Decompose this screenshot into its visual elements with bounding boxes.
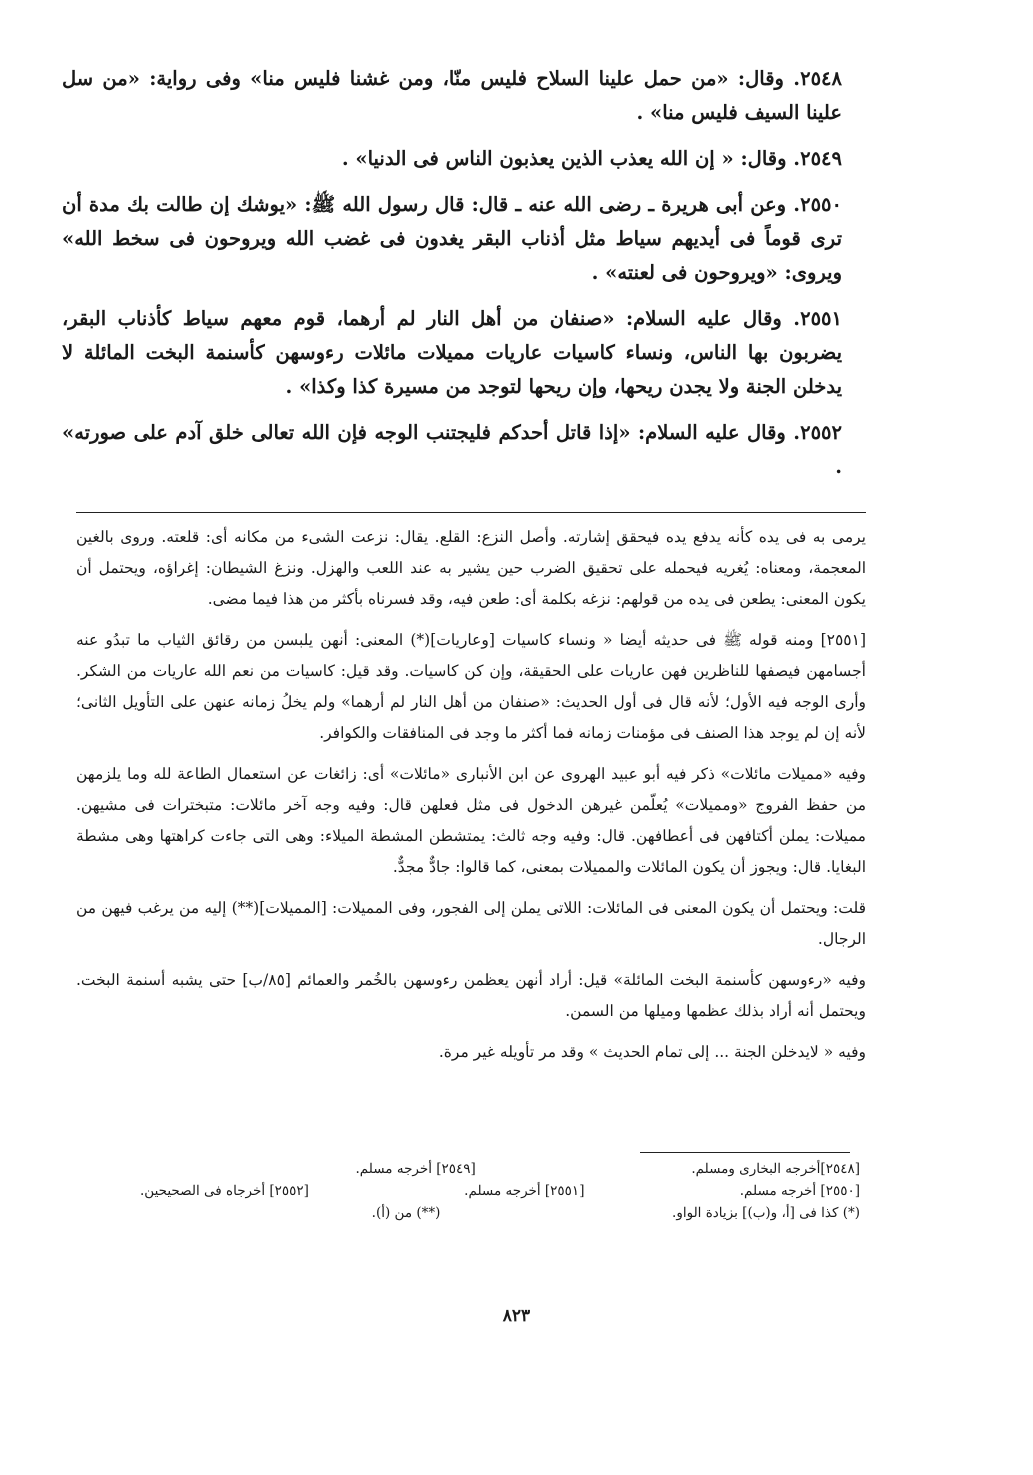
footnotes <box>140 1158 860 1224</box>
commentary-paragraph: [٢٥٥١] ومنه قوله ﷺ فى حديثه أيضا « ونساء كاسيات [وعاريات](*) المعنى: أنهن يلبسن من رقائق الثياب ما تبدُو عنه أجسامهن فيصفها للناظرين فهن عاريات على الحقيقة، وإن كن كاسيات. وقد قيل: كاسيات من نعم الله عاريات من الشكر. وأرى الوجه فيه الأول؛ لأنه قال فى أول الحديث: «صنفان من أهل النار لم أرهما» ولم يخلُ زمانه عنهن على التأويل الثانى؛ لأنه إن لم يوجد هذا الصنف فى مؤمنات زمانه فما أكثر ما وجد فى المنافقات والكوافر. <box>76 631 866 742</box>
hadith-2551: ٢٥٥١. وقال عليه السلام: «صنفان من أهل النار لم أرهما، قوم معهم سياط كأذناب البقر، يضربون بها الناس، ونساء كاسيات عاريات مميلات مائلات رءوسهن كأسنمة البخت المائلة لا يدخلن الجنة ولا يجدن ريحها، وإن ريحها لتوجد من مسيرة كذا وكذا» . <box>62 307 842 398</box>
hadith-number: ٢٥٥٢ <box>800 421 842 444</box>
commentary-paragraph: قلت: ويحتمل أن يكون المعنى فى المائلات: اللاتى يملن إلى الفجور، وفى المميلات: [المميلات](**) إليه من يرغب فيهن من الرجال. <box>76 899 866 948</box>
commentary-paragraph: وفيه «مميلات مائلات» ذكر فيه أبو عبيد الهروى عن ابن الأنبارى «مائلات» أى: زائغات عن استعمال الطاعة لله وما يلزمهن من حفظ الفروج «ومميلات» يُعلّمن غيرهن الدخول فى مثل فعلهن قال: وفيه وجه آخر مائلات: متبخترات فى مشيهن. مميلات: يملن أكتافهن فى أعطافهن. قال: وفيه وجه ثالث: يمتشطن المشطة الميلاء: وهى التى جاءت كراهتها وهى مشطة البغايا. قال: ويجوز أن يكون المائلات والمميلات بمعنى، كما قالوا: جادٌّ مجدٌّ. <box>76 765 866 876</box>
main-divider <box>76 512 866 513</box>
hadith-2550: ٢٥٥٠. وعن أبى هريرة ـ رضى الله عنه ـ قال: قال رسول الله ﷺ: «يوشك إن طالت بك مدة أن ترى قوماً فى أيديهم سياط مثل أذناب البقر يغدون فى غضب الله ويروحون فى سخط الله» ويروى: «ويروحون فى لعنته» . <box>62 193 842 284</box>
commentary-paragraph: وفيه «رءوسهن كأسنمة البخت المائلة» قيل: أراد أنهن يعظمن رءوسهن بالخُمر والعمائم [٨٥/ب] حتى يشبه أسنمة البخت. ويحتمل أنه أراد بذلك عظمها وميلها من السمن. <box>76 971 866 1020</box>
commentary-paragraph: يرمى به فى يده كأنه يدفع يده فيحقق إشارته. وأصل النزع: القلع. يقال: نزعت الشىء من مكانه أى: قلعته. وروى بالغين المعجمة، ومعناه: يُغريه فيحمله على تحقيق الضرب حين يشير به عند اللعب والهزل. ونزغ الشيطان: إغراؤه، ويحتمل أن يكون المعنى: يطعن فى يده من قولهم: نزغه بكلمة أى: طعن فيه، وقد فسرناه بأكثر من هذا فيما مضى. <box>76 528 866 608</box>
footnote-divider <box>640 1152 850 1153</box>
hadith-text: وقال عليه السلام: «إذا قاتل أحدكم فليجتنب الوجه فإن الله تعالى خلق آدم على صورته» . <box>62 421 842 478</box>
commentary-paragraph: وفيه « لايدخلن الجنة ... إلى تمام الحديث » وقد مر تأويله غير مرة. <box>438 1043 866 1061</box>
hadith-main-text <box>62 62 842 496</box>
hadith-text: وقال: «من حمل علينا السلاح فليس منّا، ومن غشنا فليس منا» وفى رواية: «من سل علينا السيف فليس منا» . <box>62 67 842 124</box>
hadith-number: ٢٥٤٩ <box>800 147 842 170</box>
footnote-row <box>140 1202 860 1224</box>
hadith-number: ٢٥٤٨ <box>800 67 842 90</box>
footnote: [٢٥٥٢] أخرجاه فى الصحيحين. <box>140 1183 309 1199</box>
footnote: [٢٥٥١] أخرجه مسلم. <box>464 1183 585 1199</box>
footnote: [٢٥٥٠] أخرجه مسلم. <box>739 1183 860 1199</box>
footnote: [٢٥٤٨]أخرجه البخارى ومسلم. <box>691 1161 860 1177</box>
page-number: ٨٢٣ <box>502 1306 531 1326</box>
footnote-row <box>140 1158 860 1180</box>
hadith-2552: ٢٥٥٢. وقال عليه السلام: «إذا قاتل أحدكم فليجتنب الوجه فإن الله تعالى خلق آدم على صورته» . <box>62 421 842 478</box>
hadith-text: وقال: « إن الله يعذب الذين يعذبون الناس فى الدنيا» . <box>341 147 787 170</box>
commentary-section <box>76 522 866 1078</box>
footnote: (**) من (أ). <box>371 1205 441 1221</box>
hadith-text: وعن أبى هريرة ـ رضى الله عنه ـ قال: قال رسول الله ﷺ: «يوشك إن طالت بك مدة أن ترى قوماً فى أيديهم سياط مثل أذناب البقر يغدون فى غضب الله ويروحون فى سخط الله» ويروى: «ويروحون فى لعنته» . <box>62 193 842 284</box>
hadith-number: ٢٥٥١ <box>800 307 842 330</box>
hadith-number: ٢٥٥٠ <box>800 193 842 216</box>
footnote: [٢٥٤٩] أخرجه مسلم. <box>355 1161 476 1177</box>
hadith-2549: ٢٥٤٩. وقال: « إن الله يعذب الذين يعذبون الناس فى الدنيا» . <box>341 147 842 170</box>
footnote-row <box>140 1180 860 1202</box>
hadith-2548: ٢٥٤٨. وقال: «من حمل علينا السلاح فليس منّا، ومن غشنا فليس منا» وفى رواية: «من سل علينا السيف فليس منا» . <box>62 67 842 124</box>
footnote: (*) كذا فى [أ، و(ب)] بزيادة الواو. <box>672 1205 860 1221</box>
hadith-text: وقال عليه السلام: «صنفان من أهل النار لم أرهما، قوم معهم سياط كأذناب البقر، يضربون بها الناس، ونساء كاسيات عاريات مميلات مائلات رءوسهن كأسنمة البخت المائلة لا يدخلن الجنة ولا يجدن ريحها، وإن ريحها لتوجد من مسيرة كذا وكذا» . <box>62 307 842 398</box>
